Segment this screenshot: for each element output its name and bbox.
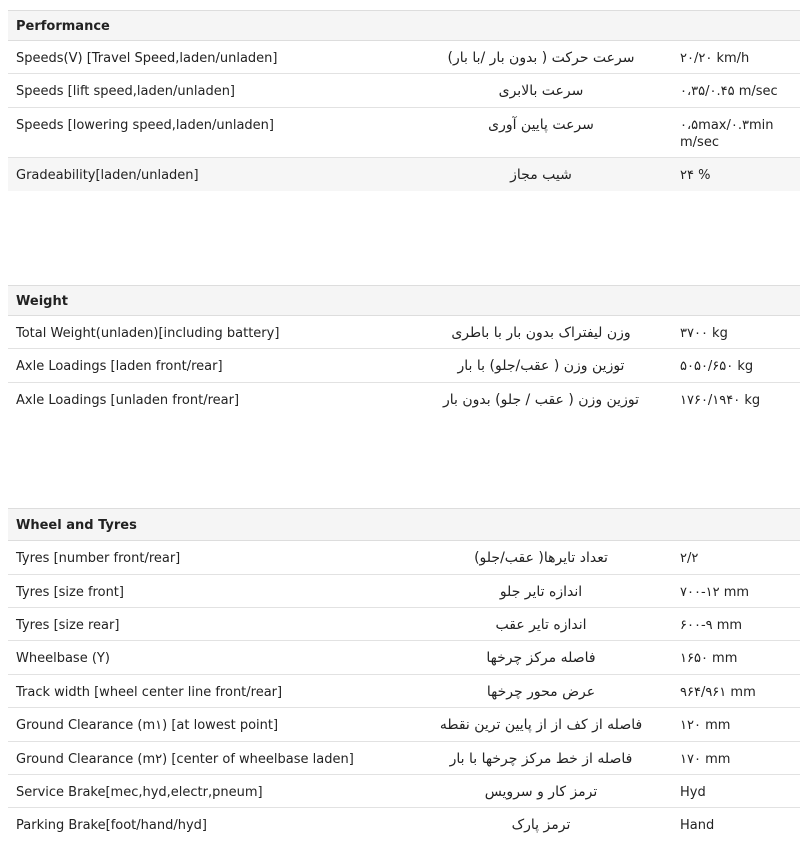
spec-value: ۵۰۵۰/۶۵۰ kg (680, 359, 754, 374)
spec-value: ۲۰/۲۰ km/h (680, 51, 750, 66)
table-row (8, 383, 800, 416)
performance-header: Performance (8, 10, 800, 41)
spec-name-en: Tyres [size rear] (16, 618, 120, 633)
spec-name-fa: فاصله از خط مرکز چرخها با بار (449, 751, 633, 767)
table-row (8, 575, 800, 608)
spec-value: ۱۷۶۰/۱۹۴۰ kg (680, 393, 761, 408)
spec-name-en: Tyres [number front/rear] (16, 551, 181, 566)
spec-name-en: Ground Clearance (m۲) [center of wheelbase laden] (16, 752, 354, 767)
spec-name-fa: فاصله از کف از از پایین ترین نقطه (439, 717, 643, 733)
spec-value: ۲/۲ (680, 551, 699, 566)
spec-name-fa: تعداد تایرها( عقب/جلو) (474, 550, 608, 566)
spec-value: ۶۰۰-۹ mm (680, 618, 743, 633)
table-row (8, 708, 800, 742)
table-row (8, 608, 800, 641)
spec-name-fa: سرعت پایین آوری (488, 117, 594, 133)
spec-name-en: Parking Brake[foot/hand/hyd] (16, 818, 207, 833)
spec-value: ۰،۳۵/۰.۴۵ m/sec (680, 84, 778, 99)
spec-name-fa: وزن لیفتراک بدون بار با باطری (451, 325, 631, 341)
spec-name-fa: توزین وزن ( عقب/جلو) با بار (457, 358, 625, 374)
spec-value: ۱۷۰ mm (680, 752, 731, 767)
table-row (8, 316, 800, 349)
spec-name-en: Ground Clearance (m۱) [at lowest point] (16, 718, 279, 733)
spec-name-fa: عرض محور چرخها (486, 684, 596, 700)
spec-value: ۳۷۰۰ kg (680, 326, 728, 341)
spec-name-en: Wheelbase (Y) (16, 651, 110, 666)
wheel-tyres-header: Wheel and Tyres (8, 508, 800, 541)
weight-section (8, 285, 800, 416)
spec-name-fa: ترمز کار و سرویس (484, 784, 598, 800)
spec-value: ۱۲۰ mm (680, 718, 731, 733)
table-row (8, 158, 800, 191)
spec-name-en: Gradeability[laden/unladen] (16, 168, 199, 183)
table-row (8, 808, 800, 842)
spec-name-en: Tyres [size front] (16, 585, 124, 600)
spec-name-en: Total Weight(unladen)[including battery] (16, 326, 280, 341)
spec-name-en: Track width [wheel center line front/rear] (16, 685, 283, 700)
spec-name-en: Speeds(V) [Travel Speed,laden/unladen] (16, 51, 278, 66)
spec-name-fa: اندازه تایر عقب (495, 617, 587, 633)
table-row (8, 742, 800, 775)
spec-name-fa: شیب مجاز (510, 167, 572, 183)
spec-name-fa: سرعت حرکت ( بدون بار /با بار) (447, 50, 635, 66)
spec-value: Hyd (680, 785, 706, 800)
table-row (8, 541, 800, 575)
table-row (8, 108, 800, 158)
table-row (8, 41, 800, 74)
performance-section (8, 10, 800, 191)
spec-name-fa: ترمز پارک (511, 817, 571, 833)
spec-name-en: Axle Loadings [laden front/rear] (16, 359, 223, 374)
table-row (8, 641, 800, 675)
spec-name-fa: اندازه تایر جلو (499, 584, 583, 600)
spec-name-en: Axle Loadings [unladen front/rear] (16, 393, 240, 408)
spec-name-en: Speeds [lowering speed,laden/unladen] (16, 118, 274, 133)
table-row (8, 74, 800, 108)
spec-value: ۱۶۵۰ mm (680, 651, 738, 666)
table-row (8, 775, 800, 808)
spec-value: Hand (680, 818, 715, 833)
table-row (8, 349, 800, 383)
weight-header: Weight (8, 285, 800, 316)
spec-name-en: Service Brake[mec,hyd,electr,pneum] (16, 785, 263, 800)
spec-value: ۰،۵max/۰.۳min m/sec (680, 118, 774, 150)
table-row (8, 675, 800, 708)
spec-name-fa: توزین وزن ( عقب / جلو) بدون بار (443, 392, 639, 408)
wheel-tyres-section (8, 508, 800, 842)
spec-name-fa: سرعت بالابری (498, 83, 584, 99)
spec-value: ۹۶۴/۹۶۱ mm (680, 685, 756, 700)
spec-value: ۷۰۰-۱۲ mm (680, 585, 750, 600)
spec-name-en: Speeds [lift speed,laden/unladen] (16, 84, 236, 99)
spec-value: ۲۴ % (680, 168, 711, 183)
spec-name-fa: فاصله مرکز چرخها (486, 650, 596, 666)
